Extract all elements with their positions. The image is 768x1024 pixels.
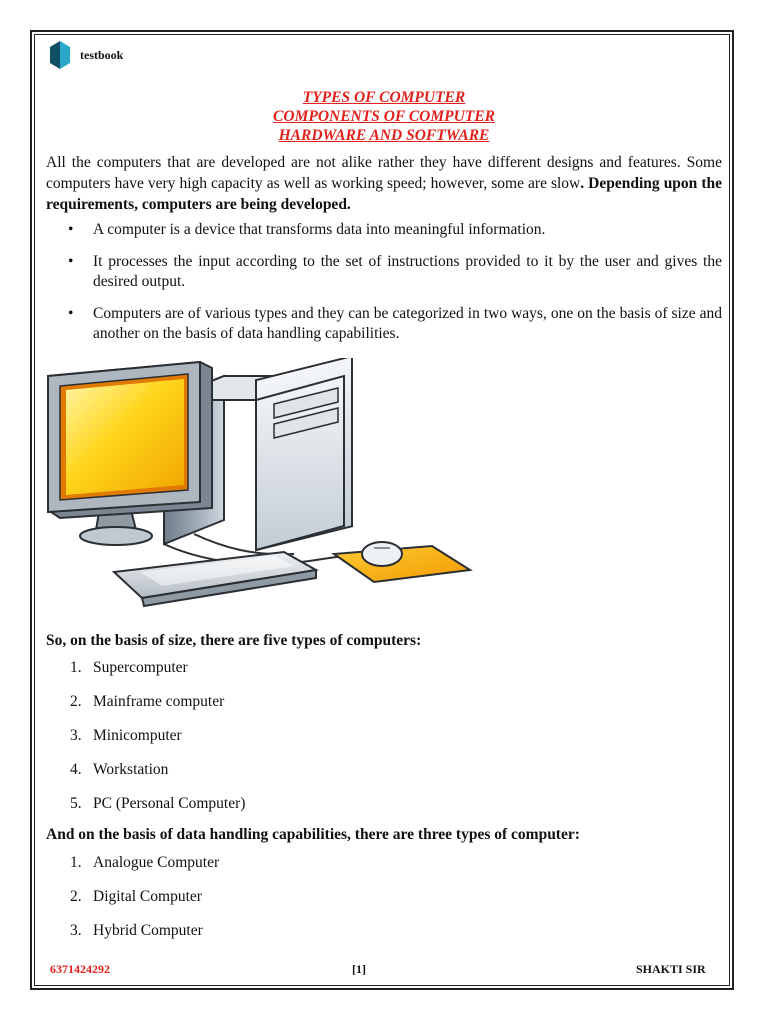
bullet-text: A computer is a device that transforms data into meaningful information.: [93, 221, 546, 238]
bullet-icon: •: [68, 221, 74, 238]
desktop-computer-illustration: [44, 358, 484, 620]
bullet-icon: •: [68, 253, 74, 270]
size-section-heading: So, on the basis of size, there are five types of computers:: [46, 632, 422, 649]
footer-author: SHAKTI SIR: [636, 962, 706, 976]
document-titles: [0, 88, 768, 145]
list-item: [46, 853, 219, 887]
list-label: Supercomputer: [93, 659, 188, 676]
brand-name: testbook: [80, 47, 124, 62]
bullet-text: It processes the input according to the set of instructions provided to it by the user and gives the desired output.: [93, 253, 722, 290]
list-item: [46, 692, 245, 726]
footer-page-number: [1]: [352, 962, 366, 976]
list-label: PC (Personal Computer): [93, 795, 246, 812]
data-handling-types-list: [46, 853, 219, 955]
list-label: Minicomputer: [93, 727, 182, 744]
intro-bold-text: . Depending upon the requirements, computers are being developed.: [46, 175, 722, 213]
bullet-list: [46, 220, 722, 356]
bullet-icon: •: [68, 305, 74, 322]
bullet-item: [46, 252, 722, 292]
title-hardware-and-software: HARDWARE AND SOFTWARE: [278, 127, 490, 144]
title-components-of-computer: COMPONENTS OF COMPUTER: [273, 108, 495, 125]
title-types-of-computer: TYPES OF COMPUTER: [302, 89, 466, 106]
list-number: 2.: [70, 693, 82, 710]
list-label: Analogue Computer: [93, 854, 220, 871]
list-number: 3.: [70, 922, 82, 939]
list-number: 2.: [70, 888, 82, 905]
list-label: Workstation: [93, 761, 169, 778]
list-item: [46, 921, 219, 955]
list-item: [46, 760, 245, 794]
bullet-text: Computers are of various types and they can be categorized in two ways, one on the basis of size and another on the basis of data handling capabilities.: [93, 305, 722, 342]
data-handling-section-heading: And on the basis of data handling capabilities, there are three types of computer:: [46, 826, 580, 843]
intro-paragraph: [46, 152, 722, 215]
list-label: Digital Computer: [93, 888, 202, 905]
list-number: 3.: [70, 727, 82, 744]
list-number: 5.: [70, 795, 82, 812]
bullet-item: [46, 304, 722, 344]
size-types-list: [46, 658, 245, 828]
footer-phone-number: 6371424292: [50, 962, 110, 976]
list-item: [46, 726, 245, 760]
list-item: [46, 658, 245, 692]
bullet-item: [46, 220, 722, 240]
list-number: 1.: [70, 659, 82, 676]
list-label: Hybrid Computer: [93, 922, 203, 939]
testbook-logo-icon: [50, 41, 70, 69]
list-number: 1.: [70, 854, 82, 871]
list-label: Mainframe computer: [93, 693, 225, 710]
list-item: [46, 887, 219, 921]
list-item: [46, 794, 245, 828]
brand-logo: [50, 41, 123, 69]
intro-text: All the computers that are developed are not alike rather they have different designs and features. Some computers have very high capacity as well as working speed; however, some are slow: [46, 154, 722, 192]
list-number: 4.: [70, 761, 82, 778]
